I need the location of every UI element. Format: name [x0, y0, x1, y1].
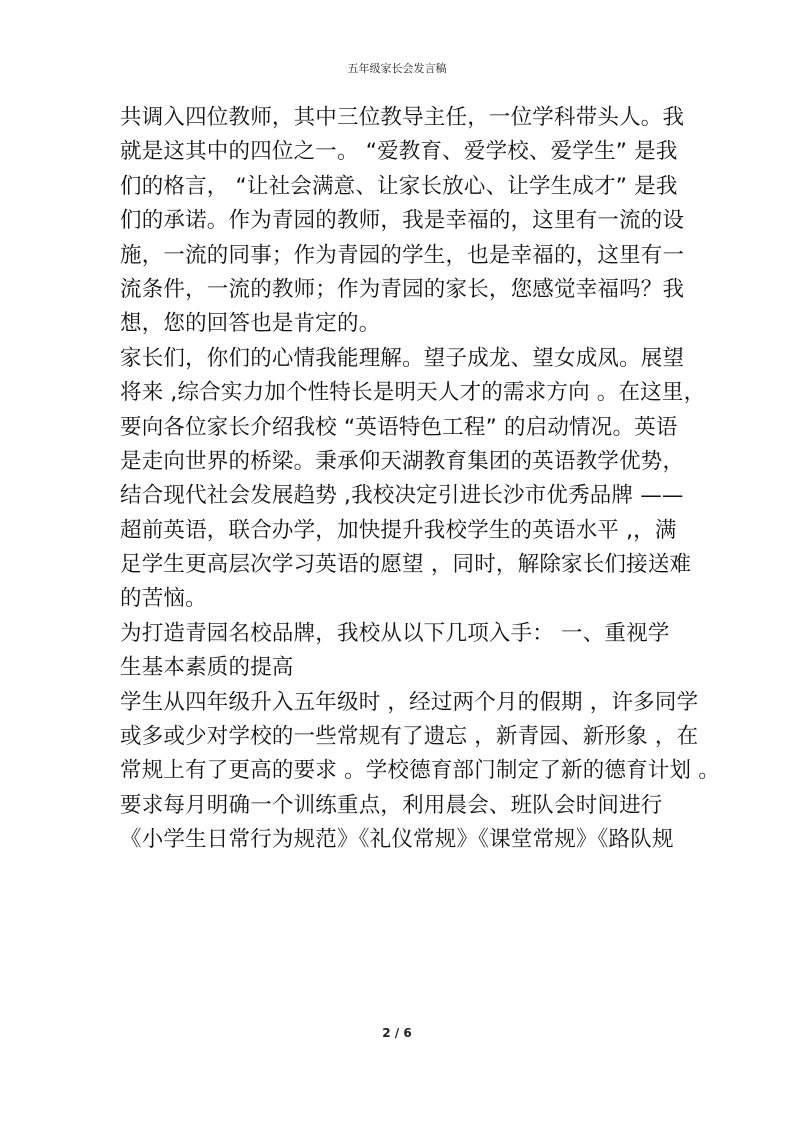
- text-line: 结合现代社会发展趋势 ,我校决定引进长沙市优秀品牌 ——: [120, 483, 684, 509]
- text-line: 就是这其中的四位之一。 “爱教育、爱学校、爱学生” 是我: [120, 139, 678, 165]
- text-line: 学生从四年级升入五年级时 ，经过两个月的假期 ，许多同学: [120, 689, 699, 715]
- text-line: 要向各位家长介绍我校 “英语特色工程” 的启动情况。英语: [120, 414, 678, 440]
- text-line: 们的承诺。作为青园的教师，我是幸福的，这里有一流的设: [120, 208, 685, 234]
- text-line: 常规上有了更高的要求 。学校德育部门制定了新的德育计划 。: [120, 758, 720, 784]
- text-line: 是走向世界的桥梁。秉承仰天湖教育集团的英语教学优势，: [120, 448, 685, 474]
- text-line: 要求每月明确一个训练重点，利用晨会、班队会时间进行: [120, 792, 663, 818]
- text-line: 家长们，你们的心情我能理解。望子成龙、望女成凤。展望: [120, 345, 685, 371]
- text-line: 足学生更高层次学习英语的愿望 ，同时，解除家长们接送难: [120, 552, 692, 578]
- text-line: 将来 ,综合实力加个性特长是明天人才的需求方向 。在这里，: [120, 380, 706, 406]
- text-line: 们的格言， “让社会满意、让家长放心、让学生成才” 是我: [120, 173, 678, 199]
- text-line: 超前英语，联合办学，加快提升我校学生的英语水平 ,，满: [120, 517, 677, 543]
- text-line: 共调入四位教师，其中三位教导主任，一位学科带头人。我: [120, 105, 685, 130]
- text-line: 生基本素质的提高: [120, 655, 294, 681]
- page-header: 五年级家长会发言稿: [347, 62, 447, 75]
- text-line: 《小学生日常行为规范》《礼仪常规》《课堂常规》《路队规: [120, 827, 674, 853]
- document-body: [120, 101, 720, 858]
- text-line: 为打造青园名校品牌，我校从以下几项入手： 一、重视学: [120, 620, 670, 646]
- page-number: 2 / 6: [382, 1026, 412, 1040]
- text-line: 想，您的回答也是肯定的。: [120, 311, 381, 337]
- text-line: 的苦恼。: [120, 586, 207, 612]
- text-line: 或多或少对学校的一些常规有了遗忘 ，新青园、新形象 ，在: [120, 724, 699, 750]
- text-line: 施，一流的同事；作为青园的学生，也是幸福的，这里有一: [120, 242, 685, 268]
- text-line: 流条件，一流的教师；作为青园的家长，您感觉幸福吗？我: [120, 276, 685, 302]
